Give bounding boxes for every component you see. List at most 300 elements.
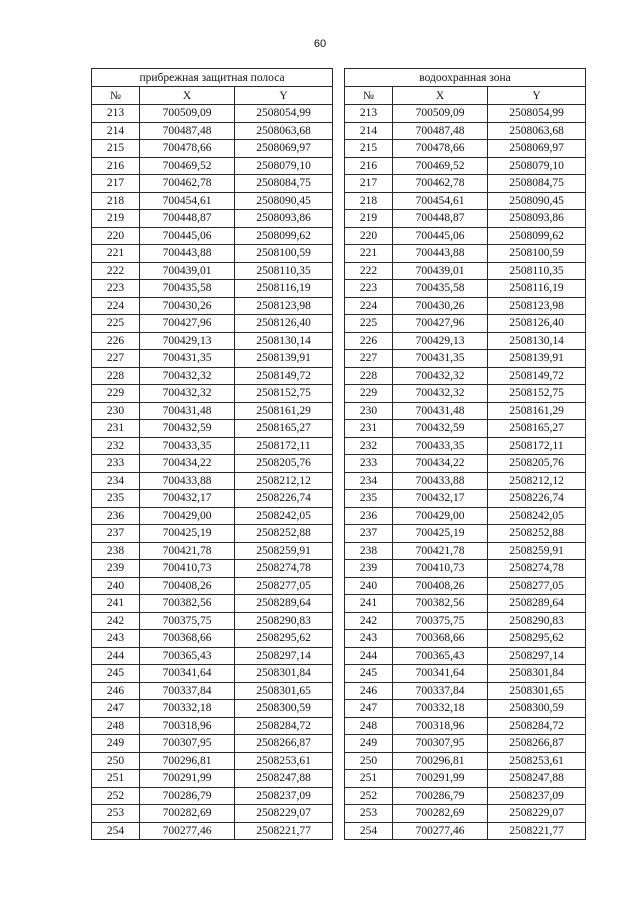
point-number-cell: 218: [92, 192, 140, 210]
x-coordinate-cell: 700337,84: [393, 682, 488, 700]
point-number-cell: 221: [345, 245, 393, 263]
x-coordinate-cell: 700509,09: [140, 105, 235, 123]
x-coordinate-cell: 700427,96: [393, 315, 488, 333]
point-number-cell: 240: [345, 577, 393, 595]
y-coordinate-cell: 2508301,84: [235, 665, 333, 683]
x-coordinate-cell: 700277,46: [140, 822, 235, 840]
x-coordinate-cell: 700427,96: [140, 315, 235, 333]
y-coordinate-cell: 2508277,05: [488, 577, 586, 595]
x-coordinate-cell: 700332,18: [393, 700, 488, 718]
y-coordinate-cell: 2508266,87: [488, 735, 586, 753]
table-gap: [333, 175, 345, 193]
table-gap: [333, 140, 345, 158]
y-coordinate-cell: 2508165,27: [488, 420, 586, 438]
y-coordinate-cell: 2508297,14: [488, 647, 586, 665]
table-gap: [333, 192, 345, 210]
x-coordinate-cell: 700277,46: [393, 822, 488, 840]
x-coordinate-cell: 700448,87: [140, 210, 235, 228]
y-coordinate-cell: 2508295,62: [488, 630, 586, 648]
y-coordinate-cell: 2508054,99: [235, 105, 333, 123]
column-header-number: №: [345, 87, 393, 105]
x-coordinate-cell: 700410,73: [140, 560, 235, 578]
y-coordinate-cell: 2508110,35: [488, 262, 586, 280]
x-coordinate-cell: 700332,18: [140, 700, 235, 718]
x-coordinate-cell: 700410,73: [393, 560, 488, 578]
table-gap: [333, 297, 345, 315]
x-coordinate-cell: 700365,43: [140, 647, 235, 665]
point-number-cell: 231: [92, 420, 140, 438]
y-coordinate-cell: 2508266,87: [235, 735, 333, 753]
y-coordinate-cell: 2508252,88: [488, 525, 586, 543]
y-coordinate-cell: 2508172,11: [488, 437, 586, 455]
point-number-cell: 254: [345, 822, 393, 840]
y-coordinate-cell: 2508229,07: [235, 805, 333, 823]
section-title-coastal-strip: прибрежная защитная полоса: [92, 69, 333, 87]
y-coordinate-cell: 2508226,74: [235, 490, 333, 508]
point-number-cell: 225: [92, 315, 140, 333]
point-number-cell: 238: [345, 542, 393, 560]
x-coordinate-cell: 700439,01: [140, 262, 235, 280]
x-coordinate-cell: 700432,32: [393, 367, 488, 385]
y-coordinate-cell: 2508152,75: [488, 385, 586, 403]
y-coordinate-cell: 2508093,86: [488, 210, 586, 228]
point-number-cell: 240: [92, 577, 140, 595]
y-coordinate-cell: 2508149,72: [235, 367, 333, 385]
section-title-water-protection-zone: водоохранная зона: [345, 69, 586, 87]
table-row: [92, 805, 586, 823]
table-gap: [333, 595, 345, 613]
column-header-y: Y: [488, 87, 586, 105]
point-number-cell: 235: [345, 490, 393, 508]
point-number-cell: 226: [92, 332, 140, 350]
table-gap: [333, 87, 345, 105]
point-number-cell: 250: [92, 752, 140, 770]
table-gap: [333, 805, 345, 823]
table-row: [92, 227, 586, 245]
x-coordinate-cell: 700439,01: [393, 262, 488, 280]
x-coordinate-cell: 700454,61: [393, 192, 488, 210]
point-number-cell: 236: [345, 507, 393, 525]
y-coordinate-cell: 2508069,97: [488, 140, 586, 158]
x-coordinate-cell: 700425,19: [393, 525, 488, 543]
table-gap: [333, 612, 345, 630]
y-coordinate-cell: 2508152,75: [235, 385, 333, 403]
point-number-cell: 224: [92, 297, 140, 315]
point-number-cell: 244: [92, 647, 140, 665]
table-row: [92, 595, 586, 613]
y-coordinate-cell: 2508205,76: [235, 455, 333, 473]
table-row: [92, 332, 586, 350]
table-row: [92, 157, 586, 175]
y-coordinate-cell: 2508252,88: [235, 525, 333, 543]
y-coordinate-cell: 2508290,83: [488, 612, 586, 630]
table-gap: [333, 752, 345, 770]
x-coordinate-cell: 700443,88: [393, 245, 488, 263]
x-coordinate-cell: 700318,96: [393, 717, 488, 735]
x-coordinate-cell: 700448,87: [393, 210, 488, 228]
point-number-cell: 239: [92, 560, 140, 578]
y-coordinate-cell: 2508247,88: [235, 770, 333, 788]
x-coordinate-cell: 700341,64: [393, 665, 488, 683]
y-coordinate-cell: 2508161,29: [235, 402, 333, 420]
x-coordinate-cell: 700478,66: [140, 140, 235, 158]
table-row: [92, 560, 586, 578]
y-coordinate-cell: 2508165,27: [235, 420, 333, 438]
y-coordinate-cell: 2508079,10: [235, 157, 333, 175]
y-coordinate-cell: 2508126,40: [235, 315, 333, 333]
point-number-cell: 218: [345, 192, 393, 210]
point-number-cell: 220: [345, 227, 393, 245]
point-number-cell: 217: [345, 175, 393, 193]
y-coordinate-cell: 2508297,14: [235, 647, 333, 665]
x-coordinate-cell: 700434,22: [140, 455, 235, 473]
x-coordinate-cell: 700433,88: [140, 472, 235, 490]
table-row: [92, 280, 586, 298]
x-coordinate-cell: 700431,35: [393, 350, 488, 368]
y-coordinate-cell: 2508212,12: [235, 472, 333, 490]
point-number-cell: 251: [92, 770, 140, 788]
table-row: [92, 525, 586, 543]
point-number-cell: 232: [345, 437, 393, 455]
x-coordinate-cell: 700382,56: [140, 595, 235, 613]
y-coordinate-cell: 2508149,72: [488, 367, 586, 385]
table-gap: [333, 577, 345, 595]
x-coordinate-cell: 700430,26: [140, 297, 235, 315]
x-coordinate-cell: 700469,52: [140, 157, 235, 175]
y-coordinate-cell: 2508123,98: [235, 297, 333, 315]
table-row: [92, 612, 586, 630]
table-row: [92, 262, 586, 280]
table-row: [92, 367, 586, 385]
table-row: [92, 717, 586, 735]
x-coordinate-cell: 700341,64: [140, 665, 235, 683]
coordinates-table: [91, 68, 586, 840]
x-coordinate-cell: 700429,13: [140, 332, 235, 350]
point-number-cell: 215: [92, 140, 140, 158]
y-coordinate-cell: 2508090,45: [235, 192, 333, 210]
point-number-cell: 233: [345, 455, 393, 473]
y-coordinate-cell: 2508205,76: [488, 455, 586, 473]
point-number-cell: 214: [92, 122, 140, 140]
table-gap: [333, 647, 345, 665]
table-gap: [333, 280, 345, 298]
y-coordinate-cell: 2508259,91: [488, 542, 586, 560]
y-coordinate-cell: 2508130,14: [235, 332, 333, 350]
y-coordinate-cell: 2508099,62: [488, 227, 586, 245]
x-coordinate-cell: 700487,48: [140, 122, 235, 140]
x-coordinate-cell: 700307,95: [140, 735, 235, 753]
table-gap: [333, 665, 345, 683]
section-title-row: [92, 69, 586, 87]
table-gap: [333, 542, 345, 560]
point-number-cell: 213: [345, 105, 393, 123]
y-coordinate-cell: 2508139,91: [488, 350, 586, 368]
y-coordinate-cell: 2508221,77: [488, 822, 586, 840]
point-number-cell: 246: [345, 682, 393, 700]
point-number-cell: 253: [92, 805, 140, 823]
x-coordinate-cell: 700509,09: [393, 105, 488, 123]
x-coordinate-cell: 700433,35: [140, 437, 235, 455]
table-gap: [333, 770, 345, 788]
point-number-cell: 231: [345, 420, 393, 438]
point-number-cell: 216: [92, 157, 140, 175]
table-gap: [333, 735, 345, 753]
point-number-cell: 229: [345, 385, 393, 403]
y-coordinate-cell: 2508063,68: [235, 122, 333, 140]
table-gap: [333, 105, 345, 123]
x-coordinate-cell: 700487,48: [393, 122, 488, 140]
column-header-row: [92, 87, 586, 105]
point-number-cell: 221: [92, 245, 140, 263]
table-gap: [333, 402, 345, 420]
point-number-cell: 247: [345, 700, 393, 718]
table-row: [92, 297, 586, 315]
point-number-cell: 220: [92, 227, 140, 245]
table-gap: [333, 350, 345, 368]
table-row: [92, 385, 586, 403]
x-coordinate-cell: 700368,66: [393, 630, 488, 648]
x-coordinate-cell: 700431,35: [140, 350, 235, 368]
point-number-cell: 237: [92, 525, 140, 543]
y-coordinate-cell: 2508226,74: [488, 490, 586, 508]
table-gap: [333, 385, 345, 403]
x-coordinate-cell: 700432,59: [393, 420, 488, 438]
point-number-cell: 232: [92, 437, 140, 455]
point-number-cell: 247: [92, 700, 140, 718]
table-gap: [333, 367, 345, 385]
point-number-cell: 252: [345, 787, 393, 805]
point-number-cell: 244: [345, 647, 393, 665]
point-number-cell: 224: [345, 297, 393, 315]
table-row: [92, 140, 586, 158]
table-row: [92, 822, 586, 840]
column-header-x: X: [393, 87, 488, 105]
table-row: [92, 507, 586, 525]
table-row: [92, 455, 586, 473]
y-coordinate-cell: 2508300,59: [488, 700, 586, 718]
point-number-cell: 241: [345, 595, 393, 613]
x-coordinate-cell: 700318,96: [140, 717, 235, 735]
point-number-cell: 249: [345, 735, 393, 753]
x-coordinate-cell: 700382,56: [393, 595, 488, 613]
column-header-y: Y: [235, 87, 333, 105]
point-number-cell: 234: [345, 472, 393, 490]
table-gap: [333, 472, 345, 490]
x-coordinate-cell: 700462,78: [140, 175, 235, 193]
x-coordinate-cell: 700429,00: [140, 507, 235, 525]
x-coordinate-cell: 700434,22: [393, 455, 488, 473]
point-number-cell: 235: [92, 490, 140, 508]
table-gap: [333, 122, 345, 140]
x-coordinate-cell: 700429,13: [393, 332, 488, 350]
table-row: [92, 770, 586, 788]
x-coordinate-cell: 700432,17: [140, 490, 235, 508]
y-coordinate-cell: 2508295,62: [235, 630, 333, 648]
point-number-cell: 215: [345, 140, 393, 158]
point-number-cell: 230: [92, 402, 140, 420]
point-number-cell: 223: [345, 280, 393, 298]
table-row: [92, 175, 586, 193]
x-coordinate-cell: 700282,69: [393, 805, 488, 823]
table-row: [92, 245, 586, 263]
point-number-cell: 239: [345, 560, 393, 578]
table-row: [92, 122, 586, 140]
table-gap: [333, 490, 345, 508]
y-coordinate-cell: 2508054,99: [488, 105, 586, 123]
x-coordinate-cell: 700478,66: [393, 140, 488, 158]
y-coordinate-cell: 2508301,65: [235, 682, 333, 700]
point-number-cell: 246: [92, 682, 140, 700]
table-row: [92, 577, 586, 595]
table-gap: [333, 420, 345, 438]
x-coordinate-cell: 700307,95: [393, 735, 488, 753]
x-coordinate-cell: 700429,00: [393, 507, 488, 525]
x-coordinate-cell: 700432,32: [140, 367, 235, 385]
y-coordinate-cell: 2508116,19: [235, 280, 333, 298]
point-number-cell: 251: [345, 770, 393, 788]
y-coordinate-cell: 2508277,05: [235, 577, 333, 595]
table-gap: [333, 787, 345, 805]
table-gap: [333, 332, 345, 350]
y-coordinate-cell: 2508100,59: [235, 245, 333, 263]
x-coordinate-cell: 700337,84: [140, 682, 235, 700]
y-coordinate-cell: 2508289,64: [235, 595, 333, 613]
table-gap: [333, 630, 345, 648]
point-number-cell: 228: [92, 367, 140, 385]
table-row: [92, 315, 586, 333]
y-coordinate-cell: 2508123,98: [488, 297, 586, 315]
table-row: [92, 490, 586, 508]
y-coordinate-cell: 2508253,61: [488, 752, 586, 770]
table-gap: [333, 682, 345, 700]
table-gap: [333, 525, 345, 543]
y-coordinate-cell: 2508172,11: [235, 437, 333, 455]
x-coordinate-cell: 700445,06: [140, 227, 235, 245]
point-number-cell: 253: [345, 805, 393, 823]
point-number-cell: 223: [92, 280, 140, 298]
x-coordinate-cell: 700469,52: [393, 157, 488, 175]
y-coordinate-cell: 2508253,61: [235, 752, 333, 770]
y-coordinate-cell: 2508139,91: [235, 350, 333, 368]
point-number-cell: 234: [92, 472, 140, 490]
x-coordinate-cell: 700435,58: [393, 280, 488, 298]
table-row: [92, 700, 586, 718]
x-coordinate-cell: 700282,69: [140, 805, 235, 823]
point-number-cell: 248: [345, 717, 393, 735]
point-number-cell: 227: [92, 350, 140, 368]
table-gap: [333, 507, 345, 525]
x-coordinate-cell: 700368,66: [140, 630, 235, 648]
point-number-cell: 243: [345, 630, 393, 648]
point-number-cell: 230: [345, 402, 393, 420]
y-coordinate-cell: 2508212,12: [488, 472, 586, 490]
x-coordinate-cell: 700291,99: [393, 770, 488, 788]
point-number-cell: 242: [345, 612, 393, 630]
table-gap: [333, 717, 345, 735]
y-coordinate-cell: 2508237,09: [488, 787, 586, 805]
point-number-cell: 227: [345, 350, 393, 368]
table-row: [92, 420, 586, 438]
table-row: [92, 682, 586, 700]
y-coordinate-cell: 2508063,68: [488, 122, 586, 140]
x-coordinate-cell: 700430,26: [393, 297, 488, 315]
y-coordinate-cell: 2508229,07: [488, 805, 586, 823]
point-number-cell: 242: [92, 612, 140, 630]
x-coordinate-cell: 700291,99: [140, 770, 235, 788]
y-coordinate-cell: 2508284,72: [488, 717, 586, 735]
point-number-cell: 254: [92, 822, 140, 840]
table-gap: [333, 315, 345, 333]
y-coordinate-cell: 2508110,35: [235, 262, 333, 280]
x-coordinate-cell: 700432,17: [393, 490, 488, 508]
x-coordinate-cell: 700375,75: [393, 612, 488, 630]
table-row: [92, 787, 586, 805]
point-number-cell: 229: [92, 385, 140, 403]
x-coordinate-cell: 700432,32: [140, 385, 235, 403]
table-row: [92, 437, 586, 455]
y-coordinate-cell: 2508289,64: [488, 595, 586, 613]
x-coordinate-cell: 700445,06: [393, 227, 488, 245]
x-coordinate-cell: 700286,79: [140, 787, 235, 805]
page-number: 60: [313, 38, 327, 50]
table-row: [92, 647, 586, 665]
y-coordinate-cell: 2508247,88: [488, 770, 586, 788]
x-coordinate-cell: 700454,61: [140, 192, 235, 210]
point-number-cell: 226: [345, 332, 393, 350]
table-row: [92, 402, 586, 420]
y-coordinate-cell: 2508300,59: [235, 700, 333, 718]
table-gap: [333, 210, 345, 228]
point-number-cell: 249: [92, 735, 140, 753]
y-coordinate-cell: 2508274,78: [235, 560, 333, 578]
table-gap: [333, 822, 345, 840]
x-coordinate-cell: 700286,79: [393, 787, 488, 805]
point-number-cell: 243: [92, 630, 140, 648]
y-coordinate-cell: 2508084,75: [488, 175, 586, 193]
y-coordinate-cell: 2508130,14: [488, 332, 586, 350]
point-number-cell: 236: [92, 507, 140, 525]
point-number-cell: 222: [92, 262, 140, 280]
y-coordinate-cell: 2508242,05: [488, 507, 586, 525]
table-gap: [333, 560, 345, 578]
y-coordinate-cell: 2508099,62: [235, 227, 333, 245]
y-coordinate-cell: 2508079,10: [488, 157, 586, 175]
table-row: [92, 665, 586, 683]
table-gap: [333, 227, 345, 245]
y-coordinate-cell: 2508100,59: [488, 245, 586, 263]
column-header-number: №: [92, 87, 140, 105]
y-coordinate-cell: 2508274,78: [488, 560, 586, 578]
y-coordinate-cell: 2508301,65: [488, 682, 586, 700]
y-coordinate-cell: 2508084,75: [235, 175, 333, 193]
table-gap: [333, 157, 345, 175]
table-gap: [333, 437, 345, 455]
point-number-cell: 225: [345, 315, 393, 333]
x-coordinate-cell: 700432,32: [393, 385, 488, 403]
table-row: [92, 192, 586, 210]
point-number-cell: 250: [345, 752, 393, 770]
x-coordinate-cell: 700296,81: [140, 752, 235, 770]
table-row: [92, 542, 586, 560]
table-row: [92, 472, 586, 490]
table-gap: [333, 69, 345, 87]
table-row: [92, 630, 586, 648]
x-coordinate-cell: 700431,48: [393, 402, 488, 420]
point-number-cell: 233: [92, 455, 140, 473]
point-number-cell: 248: [92, 717, 140, 735]
y-coordinate-cell: 2508090,45: [488, 192, 586, 210]
x-coordinate-cell: 700432,59: [140, 420, 235, 438]
